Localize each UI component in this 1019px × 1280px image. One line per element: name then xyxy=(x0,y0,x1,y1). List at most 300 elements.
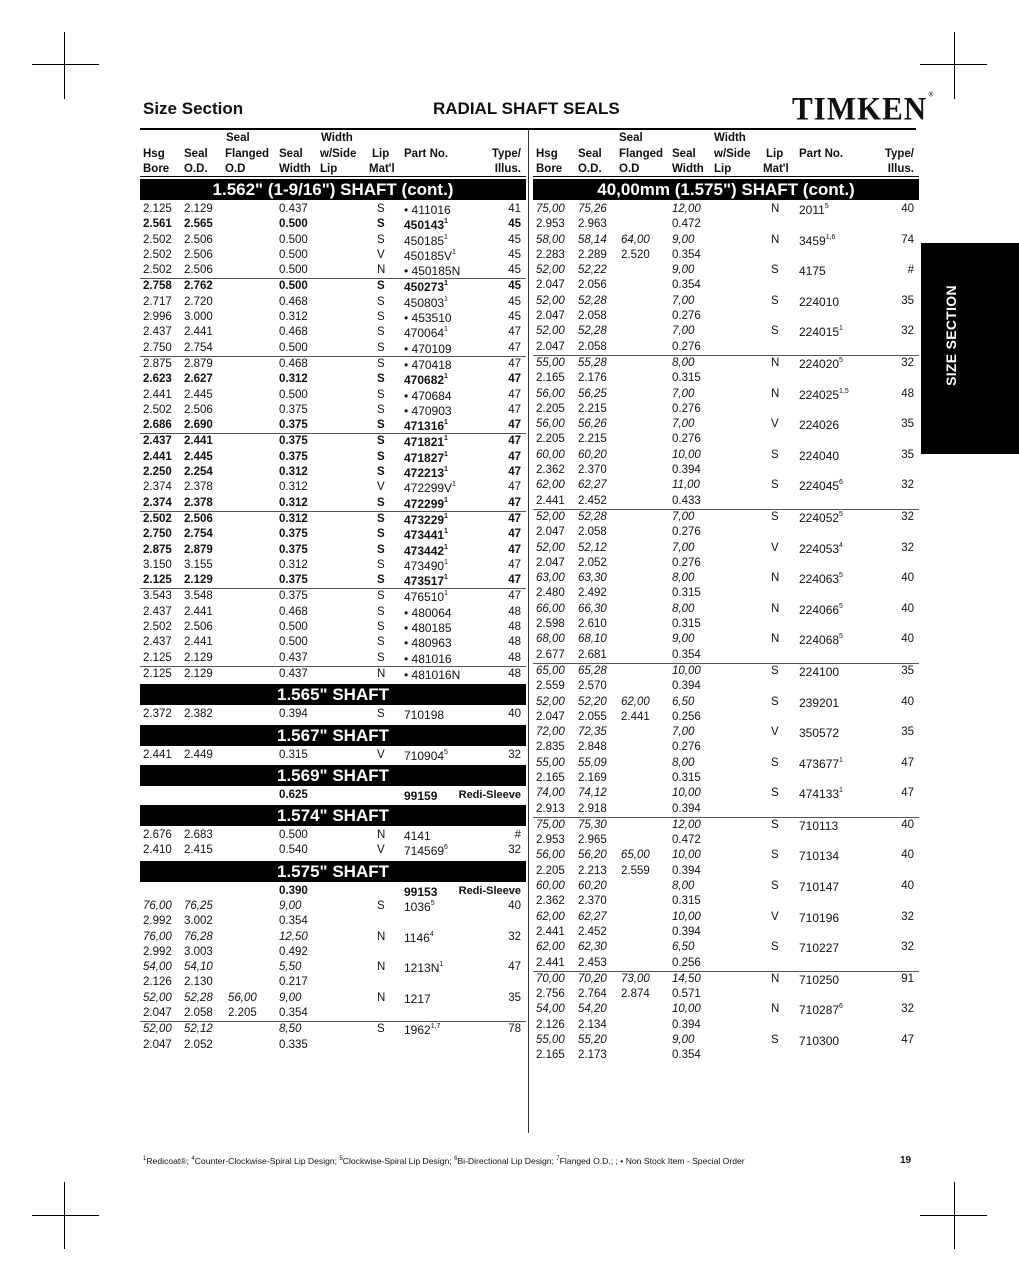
cell-ty xyxy=(901,388,914,400)
table-row-inch xyxy=(533,925,919,940)
cell-text: 64,00 xyxy=(621,233,650,246)
cell-text: 32 xyxy=(901,1003,914,1016)
footnote-ref: 6 xyxy=(839,479,843,487)
cell-od: 2.370 xyxy=(578,895,607,908)
hdr-seal-1: Seal xyxy=(619,132,643,144)
cell-od xyxy=(184,749,213,761)
cell-text: 0.500 xyxy=(279,280,308,293)
cell-bore: 2.480 xyxy=(536,587,565,600)
table-row-inch xyxy=(533,494,919,509)
cell-text: # xyxy=(514,829,521,842)
logo-mark: ® xyxy=(928,90,935,99)
cell-text: 2.437 xyxy=(143,326,172,339)
cell-text: 32 xyxy=(901,910,914,923)
cell-text: 2.058 xyxy=(184,1007,213,1020)
cell-w xyxy=(279,451,308,463)
cell-ty xyxy=(508,435,521,447)
table-row-inch xyxy=(533,309,919,324)
cell-w: 0.394 xyxy=(672,802,701,815)
cell-bore xyxy=(143,946,172,958)
cell-text: 56,20 xyxy=(578,849,607,862)
table-row xyxy=(140,635,526,650)
cell-text: 6,50 xyxy=(672,941,695,954)
cell-text: S xyxy=(771,880,779,893)
cell-bore: 2.047 xyxy=(536,710,565,723)
footnote-ref: 1 xyxy=(444,512,448,520)
cell-text: S xyxy=(771,325,779,338)
cell-w xyxy=(279,280,308,292)
table-row xyxy=(533,602,919,617)
cell-text: 2.506 xyxy=(184,621,213,634)
page-number: 19 xyxy=(900,1155,912,1166)
cell-od: 2.963 xyxy=(578,218,607,231)
cell-part xyxy=(799,603,843,617)
cell-ty xyxy=(508,590,521,602)
cell-text: 0.312 xyxy=(279,481,308,494)
cell-ty xyxy=(901,757,914,769)
cell-lip xyxy=(377,708,385,720)
cell-w xyxy=(279,708,308,720)
cell-fl: 2.520 xyxy=(621,248,650,261)
cell-text: 2.437 xyxy=(143,636,172,649)
cell-text: 2.506 xyxy=(184,233,213,246)
cell-w xyxy=(279,358,308,370)
cell-text: 12,50 xyxy=(279,930,308,943)
cell-bore: 2.362 xyxy=(536,895,565,908)
cell-ty xyxy=(508,373,521,385)
footnote-ref: 5 xyxy=(839,510,843,518)
cell-ty xyxy=(901,849,914,861)
cell-text: 471827 xyxy=(404,450,445,465)
table-row-inch xyxy=(533,1018,919,1033)
footnote-ref: 1 xyxy=(444,218,448,226)
footnote-ref: 1 xyxy=(444,590,448,598)
cell-part xyxy=(404,574,448,588)
cell-text: 0.312 xyxy=(279,496,308,509)
cell-w xyxy=(279,574,308,586)
cell-text: 2.762 xyxy=(184,280,213,293)
cell-ty xyxy=(901,325,914,337)
table-row xyxy=(140,651,526,666)
cell-part xyxy=(404,326,448,340)
cell-part xyxy=(404,419,448,433)
cell-ty xyxy=(508,218,521,230)
cell-lip xyxy=(771,1003,779,1015)
cell-bore xyxy=(143,528,172,540)
cell-text: 74,00 xyxy=(536,787,565,800)
table-row xyxy=(140,202,526,217)
cell-text: 1146 xyxy=(404,930,430,945)
cell-bore xyxy=(143,404,172,416)
cell-w xyxy=(279,326,308,338)
footnote-ref: 5 xyxy=(839,356,843,364)
cell-text: S xyxy=(377,233,385,246)
cell-text: 58,14 xyxy=(578,233,607,246)
table-row-inch xyxy=(533,710,919,725)
cell-bore xyxy=(536,1003,565,1015)
table-row xyxy=(533,571,919,586)
cell-w: 0.394 xyxy=(672,864,701,877)
cell-part xyxy=(799,511,843,525)
hdr-seal-2: Seal xyxy=(279,148,303,160)
cell-bore: 2.953 xyxy=(536,834,565,847)
cell-lip xyxy=(771,603,779,615)
cell-od: 2.453 xyxy=(578,956,607,969)
cell-text: S xyxy=(377,388,385,401)
cell-part xyxy=(404,621,452,635)
cell-w xyxy=(672,418,694,430)
cell-text: 2.875 xyxy=(143,357,172,370)
cell-lip xyxy=(771,941,779,953)
cell-od: 2.452 xyxy=(578,494,607,507)
cell-od xyxy=(578,357,607,369)
cell-text: 76,25 xyxy=(184,899,213,912)
cell-text: S xyxy=(771,695,779,708)
cell-od xyxy=(578,911,607,923)
row-group xyxy=(140,884,526,1022)
hdr-mat: Mat'l xyxy=(763,163,789,175)
cell-text: 224063 xyxy=(799,572,840,587)
cell-text: 45 xyxy=(508,280,521,293)
cell-text: • 453510 xyxy=(404,311,452,326)
table-row xyxy=(140,512,526,527)
table-row xyxy=(140,450,526,465)
cell-text: S xyxy=(771,787,779,800)
cell-text: 2011 xyxy=(799,203,825,217)
cell-od xyxy=(578,418,607,430)
cell-od xyxy=(184,915,213,927)
cell-text: 2.441 xyxy=(143,450,172,463)
cell-bore xyxy=(143,915,172,927)
cell-text: 2.052 xyxy=(184,1038,213,1051)
cell-ty xyxy=(901,819,914,831)
cell-text: 0.437 xyxy=(279,203,308,215)
cell-w xyxy=(672,511,694,523)
logo-text: TIMKEN xyxy=(792,90,928,127)
cell-text: 472299 xyxy=(404,496,445,511)
cell-ty xyxy=(508,451,521,463)
cell-text: 2.205 xyxy=(228,1007,257,1020)
cell-w xyxy=(279,992,301,1004)
cell-part xyxy=(404,559,448,573)
cell-lip xyxy=(377,1023,385,1035)
cell-w xyxy=(279,264,308,276)
cell-text: 1213N xyxy=(404,961,440,976)
cell-text: 47 xyxy=(901,787,914,800)
cell-w xyxy=(672,787,701,799)
footnote-ref: 1 xyxy=(444,496,448,504)
crop-mark xyxy=(954,32,955,99)
cell-bore xyxy=(143,900,172,912)
shaft-banner: 1.569" SHAFT xyxy=(140,765,526,786)
cell-text: 62,00 xyxy=(536,941,565,954)
cell-bore xyxy=(536,418,565,430)
cell-text: N xyxy=(771,633,780,646)
table-row-inch xyxy=(533,586,919,601)
cell-text: 0.375 xyxy=(279,590,308,603)
cell-text: 47 xyxy=(901,756,914,769)
cell-text: N xyxy=(771,602,780,615)
cell-w xyxy=(279,900,301,912)
cell-od xyxy=(578,388,607,400)
cell-ty xyxy=(508,264,521,276)
cell-text: S xyxy=(377,419,385,432)
cell-part xyxy=(799,973,839,987)
cell-ty xyxy=(901,726,914,738)
cell-w: 0.394 xyxy=(672,464,701,477)
cell-bore xyxy=(143,621,172,633)
cell-text: 239201 xyxy=(799,695,840,710)
cell-od: 2.052 xyxy=(578,556,607,569)
cell-od xyxy=(184,652,213,664)
cell-od: 2.055 xyxy=(578,710,607,723)
fn-text-1: Redicoat®; xyxy=(146,1156,192,1166)
cell-od: 2.056 xyxy=(578,279,607,292)
cell-fl xyxy=(621,696,650,708)
cell-w xyxy=(279,915,308,927)
cell-text: 2.502 xyxy=(143,233,172,246)
cell-text: 2.449 xyxy=(184,748,213,761)
footnote-ref: 1 xyxy=(444,574,448,582)
cell-lip xyxy=(377,528,385,540)
cell-od xyxy=(184,326,213,338)
cell-part xyxy=(404,513,448,527)
cell-text: 75,00 xyxy=(536,818,565,831)
cell-ty xyxy=(515,829,521,841)
hdr-hsg: Hsg xyxy=(143,148,165,160)
cell-bore: 2.835 xyxy=(536,741,565,754)
cell-ty xyxy=(508,636,521,648)
table-row xyxy=(140,1038,526,1053)
cell-od xyxy=(184,203,213,215)
cell-text: 2.125 xyxy=(143,203,172,215)
cell-ty xyxy=(901,203,914,215)
cell-text: N xyxy=(377,991,386,1004)
cell-text: 224020 xyxy=(799,356,840,371)
cell-bore: 2.047 xyxy=(536,556,565,569)
cell-text: S xyxy=(377,218,385,231)
cell-text: 11,00 xyxy=(672,479,700,492)
cell-od: 2.965 xyxy=(578,834,607,847)
cell-text: 710134 xyxy=(799,849,840,864)
cell-lip xyxy=(771,726,779,738)
table-row xyxy=(140,263,526,278)
cell-w: 0.276 xyxy=(672,741,701,754)
cell-text: 2.129 xyxy=(184,574,213,587)
cell-od xyxy=(578,479,607,491)
cell-od xyxy=(184,513,213,525)
cell-text: 52,28 xyxy=(578,294,607,307)
cell-ty xyxy=(901,911,914,923)
cell-bore xyxy=(143,234,172,246)
table-row xyxy=(140,573,526,588)
cell-text: S xyxy=(377,403,385,416)
cell-text: 710287 xyxy=(799,1003,840,1018)
cell-ty xyxy=(508,481,521,493)
cell-od: 2.215 xyxy=(578,402,607,415)
table-row xyxy=(533,387,919,402)
hdr-hsg: Hsg xyxy=(536,148,558,160)
cell-od xyxy=(578,1003,607,1015)
cell-lip xyxy=(377,311,385,323)
cell-text: • 450185N xyxy=(404,264,461,279)
hdr-lip: Lip xyxy=(372,148,390,160)
cell-text: 224053 xyxy=(799,541,840,556)
cell-bore xyxy=(536,819,565,831)
cell-part xyxy=(799,542,843,556)
side-tab-label: SIZE SECTION xyxy=(943,285,959,386)
cell-ty xyxy=(901,633,914,645)
cell-od: 2.610 xyxy=(578,618,607,631)
cell-od: 2.764 xyxy=(578,988,607,1001)
cell-text: 2.250 xyxy=(143,466,172,479)
hdr-type: Type/ xyxy=(884,148,914,160)
cell-w xyxy=(672,295,694,307)
cell-text: 65,00 xyxy=(536,664,565,677)
header-underline xyxy=(140,176,526,177)
cell-od xyxy=(578,973,607,985)
cell-text: 35 xyxy=(901,448,914,461)
row-group xyxy=(140,1021,526,1053)
cell-w xyxy=(279,466,308,478)
shaft-banner: 1.575" SHAFT xyxy=(140,861,526,882)
cell-w xyxy=(279,829,308,841)
cell-text: 55,20 xyxy=(578,1034,607,1047)
cell-w xyxy=(279,435,308,447)
cell-od xyxy=(184,451,213,463)
cell-ty xyxy=(508,668,521,680)
cell-text: 710227 xyxy=(799,941,840,956)
cell-text: 224010 xyxy=(799,294,840,309)
cell-part xyxy=(404,218,448,232)
row-group xyxy=(140,707,526,722)
cell-text: 1962 xyxy=(404,1023,431,1038)
cell-text: • 411016 xyxy=(404,203,451,217)
cell-text: 47 xyxy=(508,574,521,587)
footnote-ref: 1 xyxy=(452,481,456,489)
cell-text: 35 xyxy=(901,418,914,431)
cell-bore xyxy=(143,203,172,215)
cell-text: S xyxy=(377,574,385,587)
cell-text: 473677 xyxy=(799,756,840,771)
cell-part xyxy=(799,726,839,740)
fn-1: 1 xyxy=(143,1156,147,1163)
cell-od xyxy=(184,528,213,540)
cell-bore xyxy=(143,466,172,478)
cell-w xyxy=(672,941,694,953)
footnote-ref: 1 xyxy=(839,787,843,795)
cell-text: 2.441 xyxy=(184,636,213,649)
cell-text: 76,28 xyxy=(184,930,213,943)
cell-text: 450185V xyxy=(404,248,453,263)
table-row xyxy=(140,341,526,356)
cell-lip xyxy=(771,234,779,246)
cell-w xyxy=(672,264,694,276)
cell-text: 0.540 xyxy=(279,844,308,857)
cell-text: 55,00 xyxy=(536,356,565,369)
cell-text: S xyxy=(771,479,779,492)
cell-text: S xyxy=(771,294,779,307)
cell-text: 0.500 xyxy=(279,264,308,277)
cell-text: 47 xyxy=(901,1034,914,1047)
cell-text: 52,20 xyxy=(578,695,607,708)
cell-bore xyxy=(143,606,172,618)
cell-text: 0.394 xyxy=(279,708,308,721)
hdr-width-1: Width xyxy=(714,132,746,144)
row-group xyxy=(533,509,919,663)
footnote-ref: 1 xyxy=(444,450,448,458)
cell-w xyxy=(279,203,308,215)
cell-w xyxy=(279,296,308,308)
table-row-inch xyxy=(533,278,919,293)
cell-text: 2.374 xyxy=(143,481,172,494)
table-row-inch xyxy=(533,1048,919,1063)
cell-bore xyxy=(536,449,565,461)
cell-od xyxy=(184,497,213,509)
cell-text: 0.500 xyxy=(279,621,308,634)
cell-w xyxy=(279,652,308,664)
cell-text: 0.375 xyxy=(279,435,308,448)
cell-text: V xyxy=(377,844,385,857)
cell-part xyxy=(404,708,444,722)
cell-text: 471821 xyxy=(404,435,445,450)
cell-lip xyxy=(771,1034,779,1046)
cell-text: 52,28 xyxy=(578,510,607,523)
cell-lip xyxy=(771,295,779,307)
cell-lip xyxy=(377,203,385,215)
cell-text: 54,20 xyxy=(578,1003,607,1016)
cell-text: 0.437 xyxy=(279,667,308,680)
cell-bore xyxy=(143,574,172,586)
cell-text: 2.047 xyxy=(143,1007,172,1020)
cell-lip xyxy=(771,479,779,491)
hdr-illus: Illus. xyxy=(494,163,521,175)
cell-lip xyxy=(377,497,385,509)
table-row xyxy=(140,899,526,914)
table-row xyxy=(533,725,919,740)
hdr-seal: Seal xyxy=(578,148,602,160)
table-row xyxy=(533,848,919,863)
cell-od xyxy=(578,757,607,769)
cell-text: 40 xyxy=(901,572,914,585)
cell-bore xyxy=(143,1039,172,1051)
cell-lip xyxy=(377,668,385,680)
cell-od xyxy=(578,449,607,461)
table-row-inch xyxy=(533,371,919,386)
cell-text: N xyxy=(377,667,386,680)
cell-w xyxy=(672,819,701,831)
cell-od xyxy=(184,961,213,973)
cell-part xyxy=(404,606,452,620)
cell-part xyxy=(799,203,829,217)
cell-text: 47 xyxy=(508,590,521,603)
cell-w xyxy=(279,544,308,556)
cell-part xyxy=(404,389,452,403)
cell-w: 0.571 xyxy=(672,988,701,1001)
table-row-inch xyxy=(533,648,919,663)
table-row xyxy=(140,1022,526,1037)
cell-od: 2.848 xyxy=(578,741,607,754)
cell-text: S xyxy=(377,373,385,386)
cell-od xyxy=(184,296,213,308)
hdr-width-1: Width xyxy=(321,132,353,144)
table-row xyxy=(533,695,919,710)
table-row xyxy=(140,748,526,763)
cell-text: 2.410 xyxy=(143,844,172,857)
cell-lip xyxy=(377,961,385,973)
cell-part xyxy=(404,668,460,682)
cell-text: 2.129 xyxy=(184,667,213,680)
